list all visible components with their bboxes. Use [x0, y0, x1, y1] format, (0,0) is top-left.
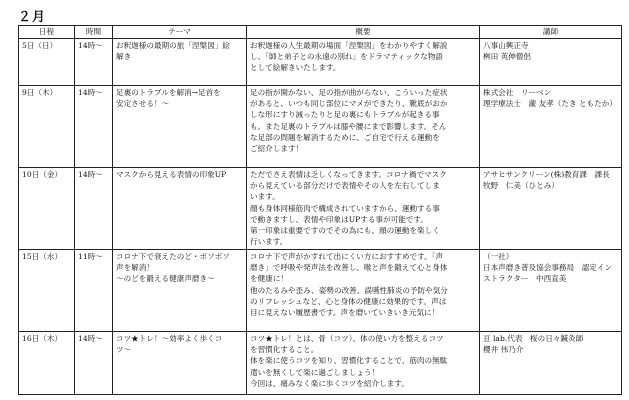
theme-cell: マスクから見える表情の印象UP — [113, 168, 247, 250]
date-cell: 10日（金） — [19, 168, 75, 250]
header-row — [19, 26, 622, 39]
lecturer-cell: 亘 lab.代表 桜の日々鍼灸師 櫻井 伟乃介 — [480, 332, 622, 395]
time-cell: 14時～ — [75, 168, 113, 250]
theme-cell: 足裏のトラブルを解消→足首を 安定させる！～ — [113, 86, 247, 168]
header-theme: テーマ — [113, 26, 247, 39]
theme-cell: コツ★トレ！～効率よく歩くコ ツ～ — [113, 332, 247, 395]
month-title: ２月 — [18, 10, 47, 25]
date-cell: 5日（日） — [19, 39, 75, 86]
time-cell: 11時～ — [75, 250, 113, 332]
header-time: 時間 — [75, 26, 113, 39]
date-cell: 15日（水） — [19, 250, 75, 332]
desc-cell: 足の指が開かない、足の指が曲がらない、こういった症状 があると、いつも同じ部位にマメができたり、靴底がおか しな形にすり減ったりと足の裏にもトラブルが起きる事 も。また足裏のトラブルは膝や腰にまで影響します。そん な足部の問題を解消するために、ご自宅で行える運動を ご紹介します！ — [247, 86, 480, 168]
lecturer-cell: 株式会社 リーベン 理学療法士 瀧 友孝（たき ともたか） — [480, 86, 622, 168]
date-cell: 9日（木） — [19, 86, 75, 168]
table-row — [19, 250, 622, 332]
time-cell: 14時～ — [75, 86, 113, 168]
header-date: 日程 — [19, 26, 75, 39]
time-cell: 14時～ — [75, 332, 113, 395]
header-lecturer: 講師 — [480, 26, 622, 39]
table-row — [19, 168, 622, 250]
theme-cell: お釈迦様の最期の旅「涅槃図」絵 解き — [113, 39, 247, 86]
lecturer-cell: （一社） 日本声磨き普及協会事務局 認定イン ストラクター 中西直美 — [480, 250, 622, 332]
lecturer-cell: 八事山興正寺 桝田 英伸僧侶 — [480, 39, 622, 86]
schedule-table — [18, 25, 622, 395]
theme-cell: コロナ下で衰えたのど・ボソボソ 声を解消！ ～のどを鍛える健康声磨き～ — [113, 250, 247, 332]
desc-cell: お釈迦様の人生最期の場面「涅槃図」をわかりやすく解説 し、「師と弟子との永遠の別れ」をドラマティックな物語 として絵解きいたします。 — [247, 39, 480, 86]
table-row — [19, 332, 622, 395]
time-cell: 14時～ — [75, 39, 113, 86]
lecturer-cell: アサヒサンクリーン(株)教育課 課長 牧野 仁美（ひとみ） — [480, 168, 622, 250]
table-row — [19, 86, 622, 168]
desc-cell: コロナ下で声がかすれて出にくい方におすすめです。「声 磨き」で呼吸や発声法を改善し、喉と声を鍛えて心と身体 を健康に！ 他のたるみや歪み、姿勢の改善、誤嚥性肺炎の予防や気分 のリフレッシュなど、心と身体の健康に効果的です。声は 目に見えない履歴書です。声を磨いていきいき元気に！ — [247, 250, 480, 332]
desc-cell: ただでさえ表情は乏しくなってきます。コロナ禍でマスク から見えている部分だけで表情やその人を左右してしま います。 顔も身体同様筋肉で構成されていますから、運動する事 で動きますし、表情や印象はUPする事が可能です。 第一印象は重要ですのでその為にも、顔の運動を楽しく 行います。 — [247, 168, 480, 250]
table-row — [19, 39, 622, 86]
date-cell: 16日（木） — [19, 332, 75, 395]
desc-cell: コツ★トレ！とは、骨（コツ）、体の使い方を整えるコツ を習慣化すること。 体を楽に使うコツを知り、習慣化することで、筋肉の無駄 遣いを無くして楽に過ごしましょう！ 今回は、痛みなく楽に歩くコツを紹介します。 — [247, 332, 480, 395]
header-desc: 概要 — [247, 26, 480, 39]
